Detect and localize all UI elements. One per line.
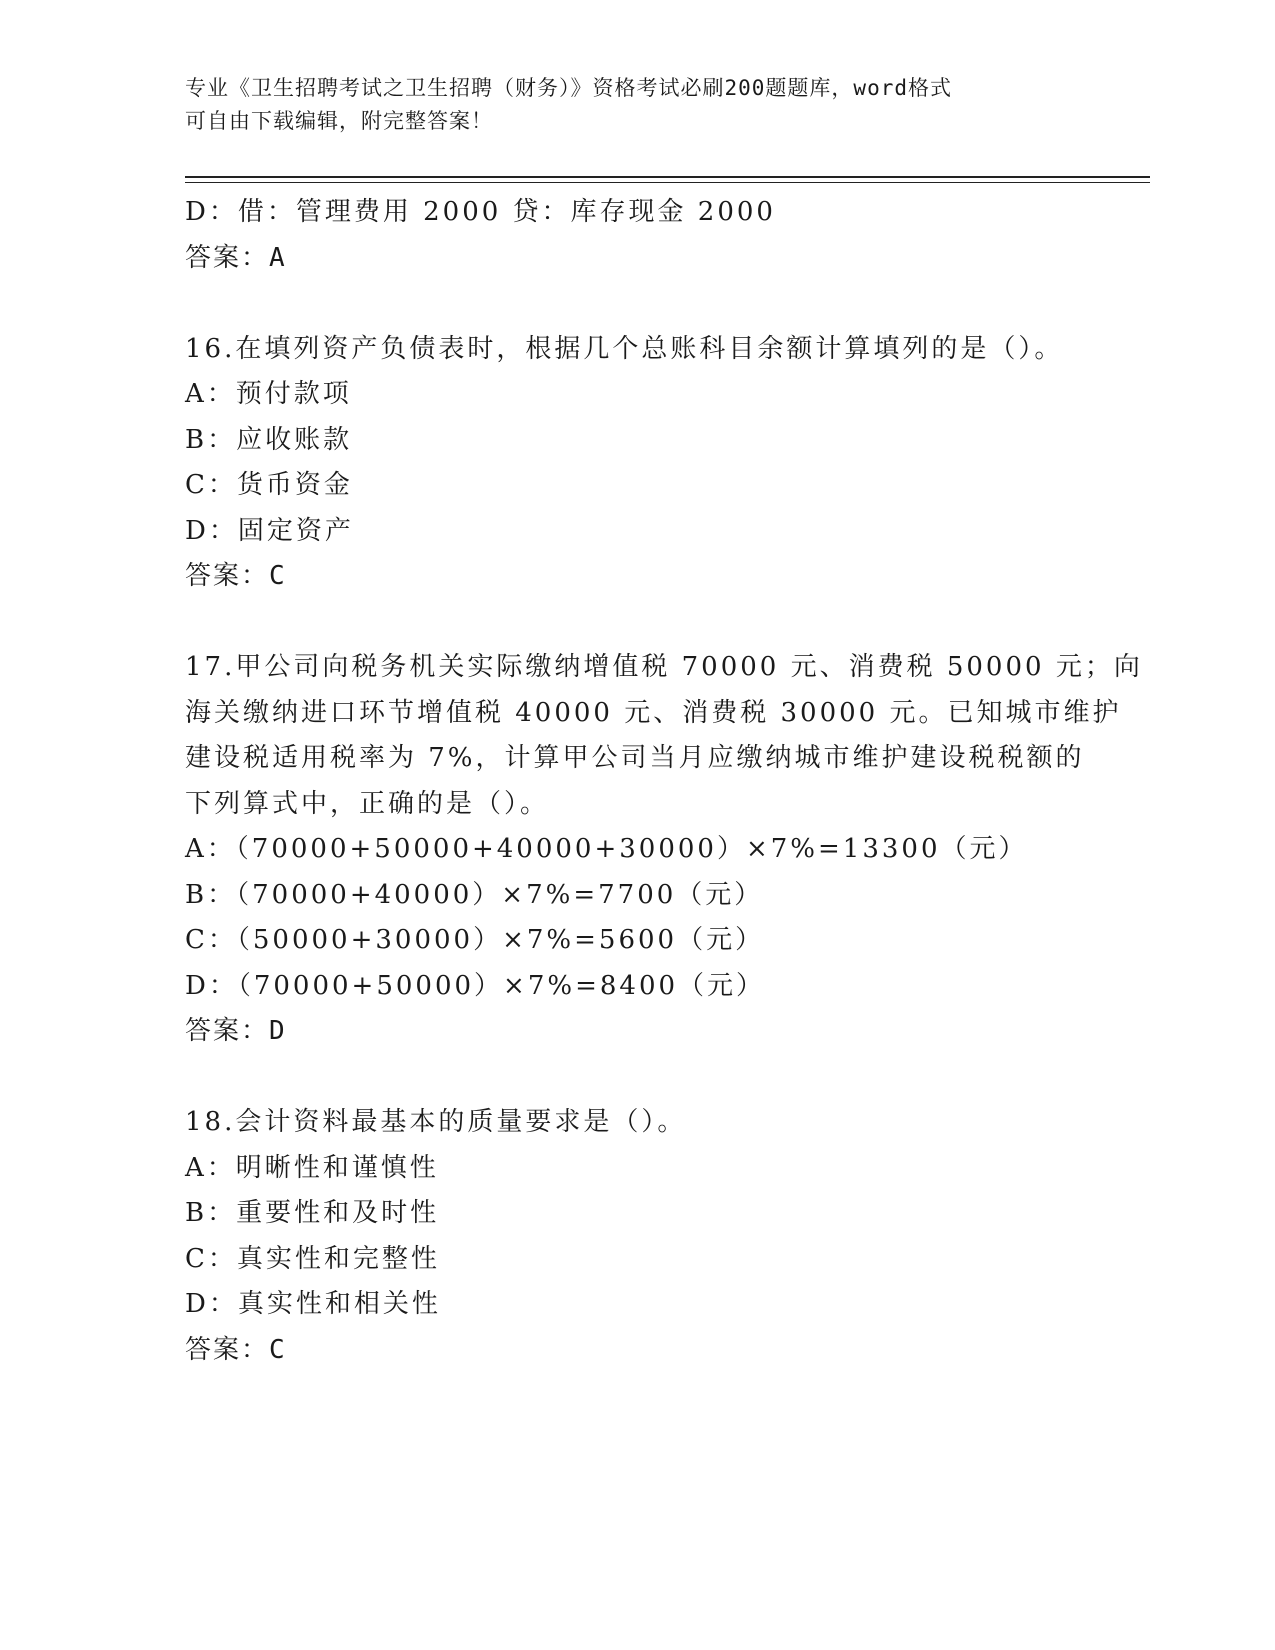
question-block-15-tail bbox=[185, 190, 1075, 281]
answer-line: 答案：D bbox=[185, 1016, 287, 1046]
header-title-line-2: 可自由下载编辑，附完整答案！ bbox=[185, 109, 493, 133]
option-c: C：（50000+30000）×7%=5600（元） bbox=[185, 925, 765, 955]
question-block-18 bbox=[185, 1100, 1075, 1373]
option-d: D：真实性和相关性 bbox=[185, 1289, 441, 1319]
option-b: B：（70000+40000）×7%=7700（元） bbox=[185, 879, 764, 910]
option-b: B：应收账款 bbox=[185, 424, 353, 455]
option-d: D：借：管理费用 2000 贷：库存现金 2000 bbox=[185, 197, 776, 227]
header-divider-thin bbox=[185, 182, 1150, 183]
option-a: A：明晰性和谨慎性 bbox=[185, 1152, 439, 1183]
question-block-16 bbox=[185, 327, 1075, 600]
spacer bbox=[185, 1055, 1075, 1101]
answer-line: 答案：C bbox=[185, 1334, 287, 1365]
spacer bbox=[185, 600, 1075, 646]
question-stem-line-3: 建设税适用税率为 7%，计算甲公司当月应缴纳城市维护建设税税额的 bbox=[185, 743, 1085, 773]
question-stem-line-2: 海关缴纳进口环节增值税 40000 元、消费税 30000 元。已知城市维护 bbox=[185, 697, 1122, 728]
option-d: D：固定资产 bbox=[185, 515, 354, 546]
option-d: D：（70000+50000）×7%=8400（元） bbox=[185, 970, 766, 1001]
spacer bbox=[185, 281, 1075, 327]
option-a: A：预付款项 bbox=[185, 379, 352, 409]
header-title-line-1: 专业《卫生招聘考试之卫生招聘（财务）》资格考试必刷200题题库，word格式 bbox=[185, 76, 952, 100]
option-c: C：真实性和完整性 bbox=[185, 1243, 440, 1274]
question-stem: 18.会计资料最基本的质量要求是（）。 bbox=[185, 1107, 687, 1137]
document-header bbox=[185, 72, 1065, 138]
option-a: A：（70000+50000+40000+30000）×7%=13300（元） bbox=[185, 834, 1028, 864]
question-stem: 16.在填列资产负债表时，根据几个总账科目余额计算填列的是（）。 bbox=[185, 333, 1064, 364]
answer-line: 答案：A bbox=[185, 242, 287, 273]
option-b: B：重要性和及时性 bbox=[185, 1198, 440, 1228]
option-c: C：货币资金 bbox=[185, 470, 353, 500]
question-list bbox=[185, 190, 1143, 1373]
question-stem-line-4: 下列算式中，正确的是（）。 bbox=[185, 788, 550, 819]
answer-line: 答案：C bbox=[185, 561, 287, 591]
question-stem-line-1: 17.甲公司向税务机关实际缴纳增值税 70000 元、消费税 50000 元；向 bbox=[185, 652, 1143, 682]
question-block-17 bbox=[185, 645, 1143, 1055]
header-divider-thick bbox=[185, 176, 1150, 178]
